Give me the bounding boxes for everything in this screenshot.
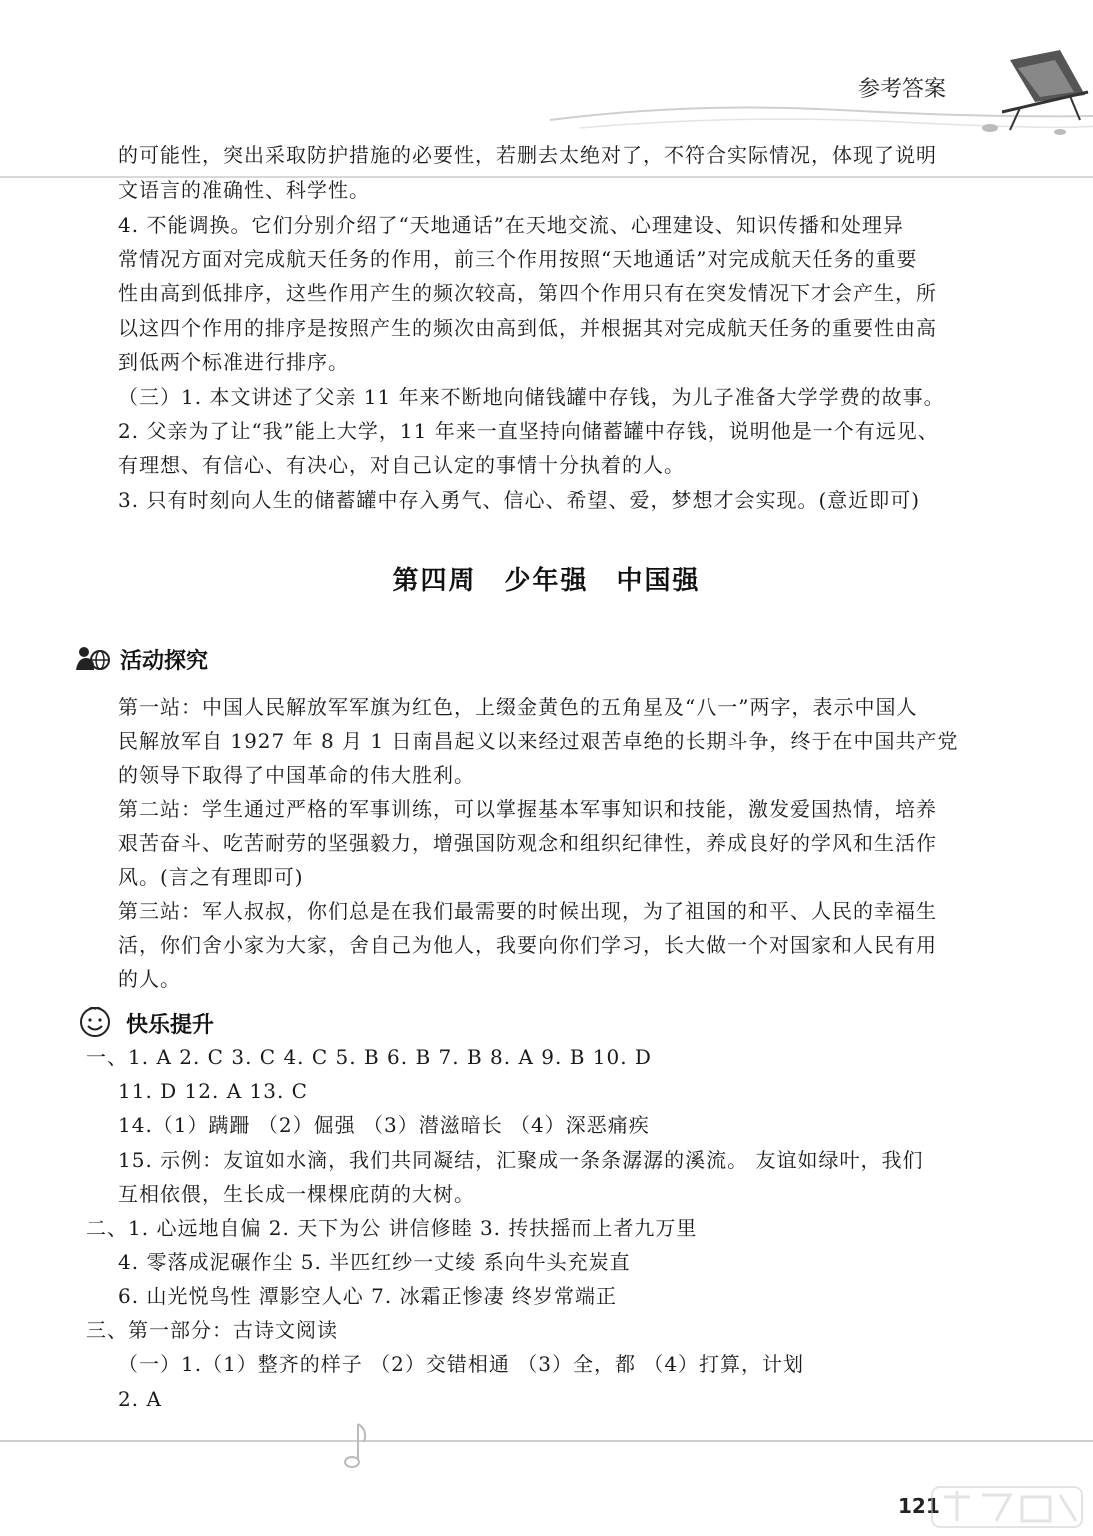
text-line: 的人。 <box>118 967 181 991</box>
week-title-part: 第四周 <box>392 566 477 596</box>
text-line: 活，你们舍小家为大家，舍自己为他人，我要向你们学习，长大做一个对国家和人民有用 <box>118 933 937 957</box>
text-line: 风。(言之有理即可) <box>118 865 304 889</box>
text-line: 第一站：中国人民解放军军旗为红色，上缀金黄色的五角星及“八一”两字，表示中国人 <box>118 695 918 719</box>
text-line: 的领导下取得了中国革命的伟大胜利。 <box>118 763 475 787</box>
week-title <box>0 560 1093 597</box>
text-line: 4. 零落成泥碾作尘 5. 半匹红纱一丈绫 系向牛头充炭直 <box>118 1250 631 1274</box>
text-line: 互相依偎，生长成一棵棵庇荫的大树。 <box>118 1182 475 1206</box>
text-line: 文语言的准确性、科学性。 <box>118 178 370 202</box>
week-title-part: 少年强 <box>504 566 589 596</box>
section-heading-activity: 活动探究 <box>120 649 209 674</box>
text-line: 性由高到低排序，这些作用产生的频次较高，第四个作用只有在突发情况下才会产生，所 <box>118 281 937 305</box>
header-title: 参考答案 <box>858 77 947 102</box>
text-line: 11. D 12. A 13. C <box>118 1079 308 1103</box>
text-line: 15. 示例：友谊如水滴，我们共同凝结，汇聚成一条条潺潺的溪流。 友谊如绿叶，我们 <box>118 1148 924 1172</box>
text-line: 艰苦奋斗、吃苦耐劳的坚强毅力，增强国防观念和组织纪律性，养成良好的学风和生活作 <box>118 831 937 855</box>
text-line: 以这四个作用的排序是按照产生的频次由高到低，并根据其对完成航天任务的重要性由高 <box>118 316 937 340</box>
watermark-logo <box>930 1485 1090 1535</box>
beach-chair-icon <box>982 50 1088 135</box>
text-line: 有理想、有信心、有决心，对自己认定的事情十分执着的人。 <box>118 453 685 477</box>
text-line: 2. A <box>118 1387 162 1411</box>
text-line: 一、1. A 2. C 3. C 4. C 5. B 6. B 7. B 8. A 9. B 10. D <box>86 1045 652 1069</box>
footer-divider <box>0 1440 1093 1442</box>
text-line: 3. 只有时刻向人生的储蓄罐中存入勇气、信心、希望、爱，梦想才会实现。(意近即可) <box>118 488 921 512</box>
text-line: （三）1. 本文讲述了父亲 11 年来不断地向储钱罐中存钱，为儿子准备大学学费的故事。 <box>118 385 945 409</box>
text-line: 第二站：学生通过严格的军事训练，可以掌握基本军事知识和技能，激发爱国热情，培养 <box>118 797 937 821</box>
text-line: 三、第一部分：古诗文阅读 <box>86 1318 338 1342</box>
text-line: 4. 不能调换。它们分别介绍了“天地通话”在天地交流、心理建设、知识传播和处理异 <box>118 213 904 237</box>
text-line: 常情况方面对完成航天任务的作用，前三个作用按照“天地通话”对完成航天任务的重要 <box>118 247 918 271</box>
text-line: 14.（1）蹒跚 （2）倔强 （3）潜滋暗长 （4）深恶痛疾 <box>118 1113 650 1137</box>
page-number: 121 <box>898 1494 940 1518</box>
smiley-face-icon <box>78 1004 112 1038</box>
text-line: 二、1. 心远地自偏 2. 天下为公 讲信修睦 3. 抟扶摇而上者九万里 <box>86 1216 698 1240</box>
text-line: （一）1.（1）整齐的样子 （2）交错相通 （3）全，都 （4）打算，计划 <box>118 1352 805 1376</box>
header-decoration <box>540 40 1093 140</box>
text-line: 2. 父亲为了让“我”能上大学，11 年来一直坚持向储蓄罐中存钱，说明他是一个有远见、 <box>118 419 939 443</box>
reading-globe-icon <box>74 644 110 672</box>
text-line: 的可能性，突出采取防护措施的必要性，若删去太绝对了，不符合实际情况，体现了说明 <box>118 143 937 167</box>
text-line: 第三站：军人叔叔，你们总是在我们最需要的时候出现，为了祖国的和平、人民的幸福生 <box>118 899 937 923</box>
section-heading-happy: 快乐提升 <box>126 1013 215 1038</box>
text-line: 到低两个标准进行排序。 <box>118 350 349 374</box>
music-note-icon <box>340 1420 370 1470</box>
text-line: 民解放军自 1927 年 8 月 1 日南昌起义以来经过艰苦卓绝的长期斗争，终于在中国共产党 <box>118 729 959 753</box>
week-title-part: 中国强 <box>616 566 701 596</box>
text-line: 6. 山光悦鸟性 潭影空人心 7. 冰霜正惨凄 终岁常端正 <box>118 1284 617 1308</box>
